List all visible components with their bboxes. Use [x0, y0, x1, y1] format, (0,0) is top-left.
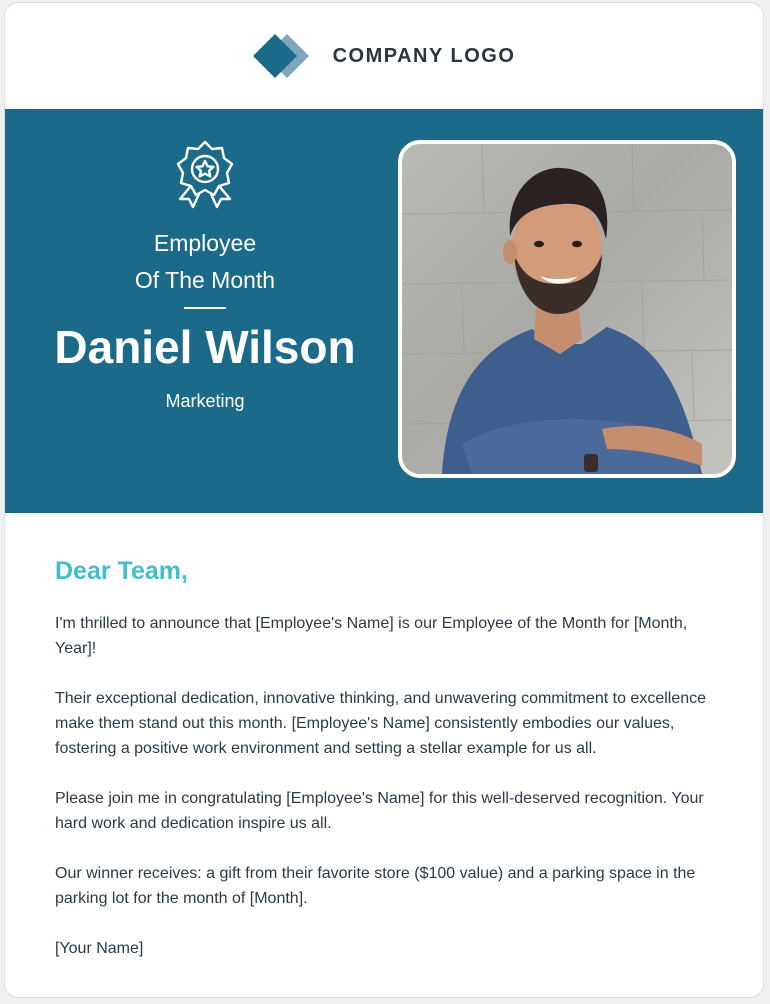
- hero-banner: [5, 109, 763, 513]
- employee-department: Marketing: [165, 391, 245, 411]
- letter-greeting: Dear Team,: [55, 557, 188, 585]
- announcement-card: [4, 2, 764, 998]
- title-divider: [184, 307, 226, 309]
- letter-paragraph-2: Their exceptional dedication, innovative thinking, and unwavering commitment to excellence make them stand out this month. [Employee's Name] consistently embodies our values, fostering a positive work environment and setting a stellar example for us all.: [55, 690, 707, 757]
- award-title-line2: Of The Month: [134, 267, 276, 293]
- letter-signature: [Your Name]: [55, 940, 144, 957]
- logo-header: [5, 3, 763, 109]
- letter-body: [5, 513, 763, 961]
- letter-paragraph-1: I'm thrilled to announce that [Employee's Name] is our Employee of the Month for [Month, Year]!: [55, 615, 688, 657]
- letter-paragraph-3: Please join me in congratulating [Employee's Name] for this well-deserved recognition. Your hard work and dedication inspire us all.: [55, 790, 704, 832]
- employee-name: Daniel Wilson: [54, 321, 356, 373]
- company-logo-text: COMPANY LOGO: [332, 44, 516, 67]
- employee-photo: [398, 140, 736, 478]
- diamond-logo-icon: [253, 32, 323, 80]
- letter-paragraph-4: Our winner receives: a gift from their favorite store ($100 value) and a parking space in the parking lot for the month of [Month].: [55, 865, 696, 907]
- award-title-line1: Employee: [153, 230, 257, 256]
- employee-portrait-photo: [402, 144, 732, 474]
- hero-text-panel: [5, 109, 405, 513]
- award-ribbon-icon: [168, 139, 242, 209]
